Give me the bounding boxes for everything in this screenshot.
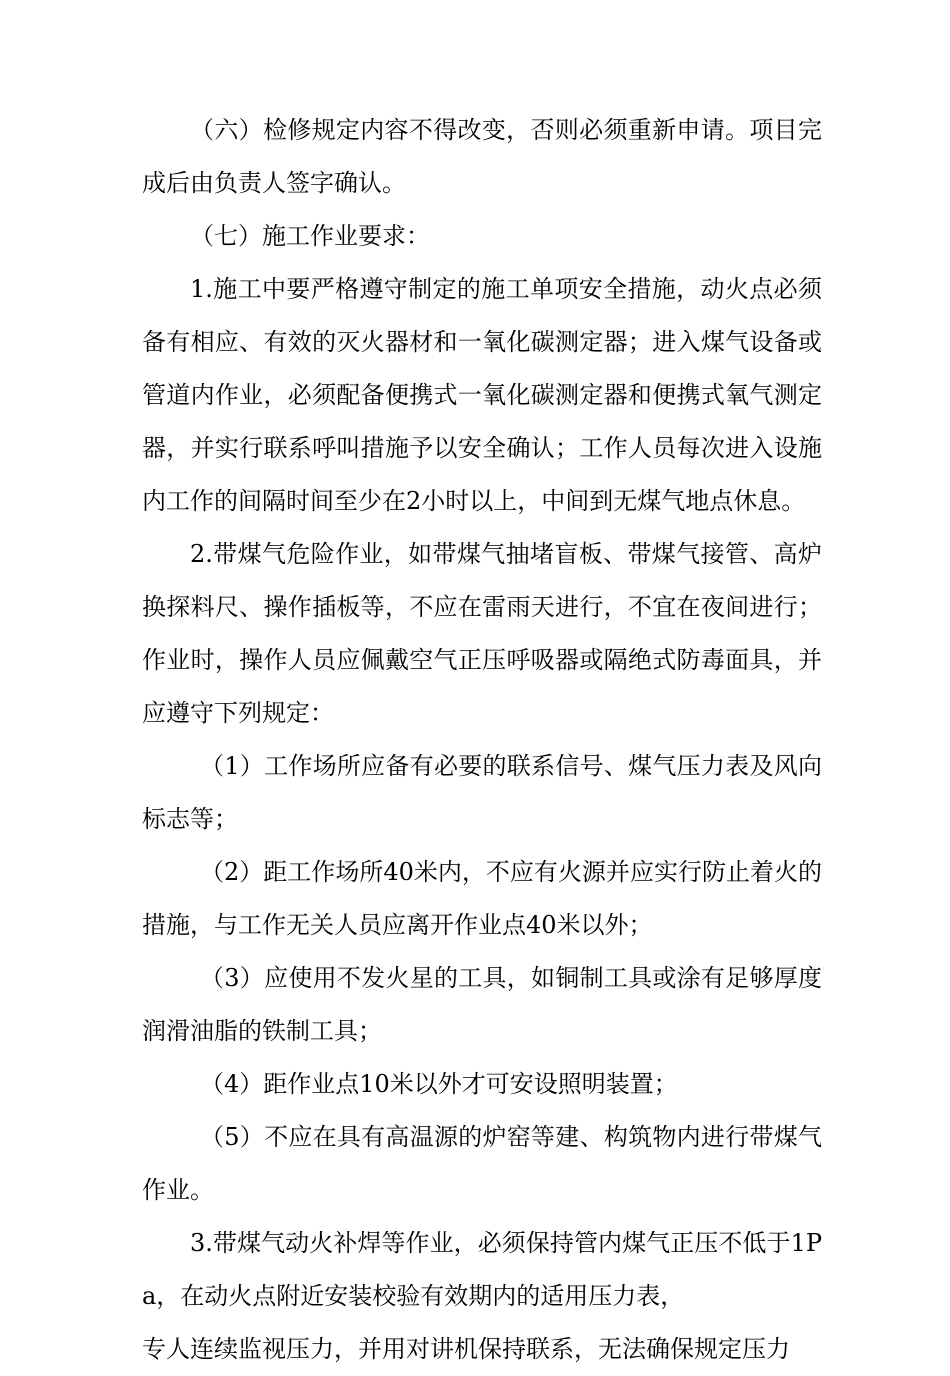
paragraph-subitem-2: （2）距工作场所40米内，不应有火源并应实行防止着火的措施，与工作无关人员应离开作业点40米以外； <box>142 858 822 939</box>
paragraph-item-1: 1.施工中要严格遵守制定的施工单项安全措施，动火点必须备有相应、有效的灭火器材和一氧化碳测定器；进入煤气设备或管道内作业，必须配备便携式一氧化碳测定器和便携式氧气测定器，并实行联系呼叫措施予以安全确认；工作人员每次进入设施内工作的间隔时间至少在2小时以上，中间到无煤气地点休息。 <box>142 275 822 515</box>
paragraph-subitem-5: （5）不应在具有高温源的炉窑等建、构筑物内进行带煤气作业。 <box>142 1123 822 1204</box>
paragraph-item-2: 2.带煤气危险作业，如带煤气抽堵盲板、带煤气接管、高炉换探料尺、操作插板等，不应在雷雨天进行，不宜在夜间进行；作业时，操作人员应佩戴空气正压呼吸器或隔绝式防毒面具，并应遵守下列规定： <box>142 540 822 727</box>
paragraph-section-7-heading: （七）施工作业要求： <box>190 222 430 250</box>
paragraph-item-3-continued: 专人连续监视压力，并用对讲机保持联系，无法确保规定压力 <box>142 1335 790 1363</box>
paragraph-subitem-4: （4）距作业点10米以外才可安设照明装置； <box>200 1070 678 1098</box>
paragraph-section-6: （六）检修规定内容不得改变，否则必须重新申请。项目完成后由负责人签字确认。 <box>142 116 822 197</box>
paragraph-subitem-3: （3）应使用不发火星的工具，如铜制工具或涂有足够厚度润滑油脂的铁制工具； <box>142 964 822 1045</box>
document-body <box>142 104 822 1376</box>
paragraph-subitem-1: （1）工作场所应备有必要的联系信号、煤气压力表及风向标志等； <box>142 752 822 833</box>
paragraph-item-3: 3.带煤气动火补焊等作业，必须保持管内煤气正压不低于1Pa，在动火点附近安装校验有效期内的适用压力表， <box>142 1229 822 1310</box>
